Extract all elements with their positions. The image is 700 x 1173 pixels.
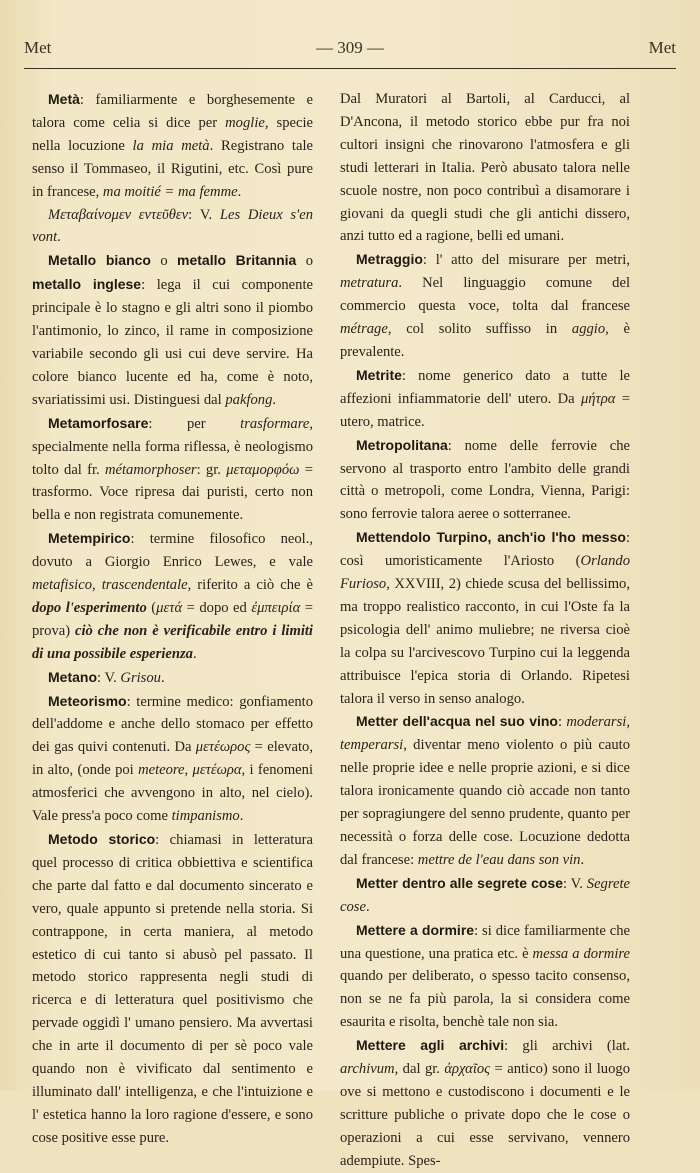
- entry-text: : gr.: [196, 461, 227, 478]
- italic-term: métamorphoser: [104, 461, 197, 478]
- dictionary-entry: [32, 249, 313, 411]
- bold-italic-term: dopo l'esperimento: [32, 599, 147, 616]
- running-header: [24, 38, 676, 62]
- entry-headword: Metter dell'acqua nel suo vino: [356, 713, 558, 730]
- entry-text: : l' atto del misurare per metri,: [422, 252, 630, 269]
- entry-text: (: [146, 599, 157, 616]
- italic-term: pakfong: [225, 391, 273, 408]
- entry-text: , i fenomeni atmosferici che avvengono in alto, nel cielo). Vale press'a poco come: [32, 762, 314, 825]
- italic-term: meteore: [138, 762, 185, 779]
- entry-headword: Metraggio: [356, 251, 423, 268]
- entry-headword: Mettere agli archivi: [356, 1037, 505, 1054]
- entry-text: = elevato, in alto, (onde poi: [32, 739, 314, 779]
- header-right-guideword: Met: [648, 38, 676, 57]
- italic-term: Μεταβαίνομεν εντεῦθεν: [48, 206, 189, 223]
- entry-text: : V.: [188, 206, 220, 223]
- italic-term: aggio: [571, 321, 606, 338]
- entry-text: : si dice familiarmente che una questione, una pratica etc. è: [340, 922, 630, 962]
- entry-text: .: [57, 229, 61, 246]
- entry-text: ,: [184, 762, 193, 779]
- italic-term: moderarsi, temperarsi: [340, 714, 630, 754]
- italic-term: metafisico: [32, 577, 92, 594]
- entry-text: :: [557, 714, 567, 731]
- dictionary-entry: [340, 248, 630, 364]
- entry-text: : termine filosofico neol., dovuto a Giorgio Enrico Lewes, e vale: [32, 531, 313, 571]
- entry-text: quando per deliberato, o spesso tacito consenso, non se ne fa più parola, la si considera come esaurita e risolta, benchè tale non sia.: [340, 968, 630, 1031]
- italic-term: moglie: [225, 114, 265, 131]
- entry-text: .: [237, 183, 242, 200]
- italic-term: μήτρα: [580, 390, 616, 407]
- entry-headword: Metempirico: [48, 530, 131, 547]
- dictionary-entry: [340, 1034, 630, 1172]
- entry-text: = utero, matrice.: [340, 390, 630, 430]
- italic-term: métrage: [340, 321, 388, 338]
- italic-term: archivum: [340, 1061, 395, 1078]
- entry-headword: Metallo bianco: [48, 252, 151, 269]
- entry-text: : nome generico dato a tutte le affezioni infiammatorie dell' utero. Da: [340, 367, 630, 407]
- entry-text: .: [272, 391, 277, 408]
- italic-term: trasformare: [240, 415, 310, 432]
- entry-text: : gli archivi (lat.: [504, 1038, 630, 1055]
- dictionary-entry: [32, 527, 313, 665]
- italic-term: μετά: [156, 599, 183, 616]
- italic-term: ma moitié = ma femme: [102, 183, 238, 200]
- entry-text: = prova): [32, 599, 313, 639]
- entry-text: = trasformo. Voce ripresa dai puristi, certo non bella e non registrata comunemente.: [32, 461, 313, 524]
- entry-text: : familiarmente e borghesemente e talora come celia si dice per: [32, 92, 313, 131]
- entry-headword: Metter dentro alle segrete cose: [356, 874, 563, 891]
- entry-text: : lega il cui componente principale è lo stagno e gli altri sono il piombo l'antimonio, lo zinco, il rame in composizione variabile secondo gli usi cui deve servire. Ha colore bianco lucente ed ha, come è noto, svariatissimi usi. Distinguesi dal: [32, 277, 313, 408]
- entry-headword-variant: metallo Britannia: [177, 252, 297, 269]
- dictionary-entry: [340, 919, 630, 1035]
- dictionary-entry: [340, 88, 630, 248]
- entry-text: , diventar meno violento o più cauto nelle proprie idee e nelle proprie azioni, e si dice talora ironicamente quando ciò accade non tanto per sopragiungere del senno prudente, quanto per necessità o forza delle cose. Locuzione dedotta dal francese:: [340, 737, 630, 868]
- italic-term: timpanismo: [171, 808, 240, 825]
- dictionary-entry: [32, 412, 313, 528]
- entry-text: , dal gr.: [394, 1061, 445, 1078]
- dictionary-entry: [340, 710, 630, 871]
- dictionary-entry: [32, 88, 313, 204]
- header-rule: [24, 68, 676, 69]
- entry-text: . Registrano tale senso il Tommaseo, il Rigutini, etc. Così pure in francese,: [32, 137, 313, 200]
- entry-headword: Metano: [48, 668, 97, 685]
- page-number: — 309 —: [316, 38, 384, 57]
- entry-text: : V.: [562, 875, 587, 892]
- bold-italic-term: ciò che non è verificabile entro i limiti di una possibile esperienza: [32, 622, 313, 662]
- dictionary-entry: [32, 666, 313, 690]
- italic-term: μεταμορφόω: [226, 461, 300, 478]
- entry-headword: Metà: [48, 91, 80, 107]
- entry-text: , specie nella locuzione: [32, 114, 314, 154]
- entry-text: = dopo ed: [182, 599, 252, 616]
- entry-text: , col solito suffisso in: [387, 321, 572, 338]
- entry-text: : così umoristicamente l'Ariosto (: [340, 530, 630, 570]
- entry-text: , XXVIII, 2) chiede scusa del bellissimo, ma troppo realistico racconto, in cui l'Oste fa la psicologia dell' animo muliebre; ne riversa cioè la colpa su l'arcivescovo Turpino cui la leggenda attribuisce l'epica storia di Orlando. Ripetesi talora il verso in senso analogo.: [340, 576, 630, 707]
- italic-term: metratura: [340, 275, 399, 292]
- dictionary-entry: [32, 204, 313, 250]
- entry-text: o: [150, 253, 178, 270]
- dictionary-entry: [32, 690, 313, 828]
- entry-text: .: [365, 898, 370, 915]
- dictionary-entry: [340, 434, 630, 527]
- entry-text: : V.: [97, 669, 121, 686]
- entry-headword: Mettere a dormire: [356, 921, 475, 938]
- entry-headword: Metodo storico: [48, 831, 156, 847]
- italic-term: Orlando Furioso: [340, 553, 630, 593]
- dictionary-entry: [340, 364, 630, 434]
- left-column: [32, 88, 313, 1150]
- dictionary-entry: [32, 828, 313, 1150]
- italic-term: Les Dieux s'en vont: [32, 206, 313, 246]
- italic-term: μετέωρος: [195, 739, 251, 756]
- dictionary-entry: [340, 526, 630, 710]
- right-column: [340, 88, 630, 1173]
- entry-text: : per: [148, 415, 241, 432]
- entry-text: o: [296, 253, 313, 270]
- entry-headword: Metrite: [356, 366, 402, 383]
- entry-text: .: [580, 851, 585, 868]
- entry-text: , specialmente nella forma riflessa, è neologismo tolto dal fr.: [32, 415, 313, 478]
- italic-term: la mia metà: [132, 137, 210, 154]
- entry-text: . Nel linguaggio comune del commercio questa voce, tolta dal francese: [340, 275, 630, 315]
- entry-text: : nome delle ferrovie che servono al trasporto entro l'ambito delle grandi città o metropoli, come Londra, Vienna, Parigi: sono ferrovie talora aeree o sotterranee.: [340, 437, 630, 523]
- entry-text: : chiamasi in letteratura quel processo di critica obbiettiva e scientifica che parte dal fatto e dal documento sincerato e vero, quale appunto si pretende nella storia. Si contrappone, in certa maniera, al metodo estetico di cui tanto si abusò pel passato. Il metodo storico rappresenta negli studi di ricerca e di letteratura quel positivismo che pervade oggidì l' umano pensiero. Ma avvertasi che in arte il documento di per sè poco vale quando non è vivificato dal sentimento e illuminato dall' intelligenza, e che l'intuizione e l' estetica hanno la loro ragione d'essere, e sono cose positive esse pure.: [32, 832, 313, 1146]
- entry-text: .: [160, 669, 165, 686]
- dictionary-entry: [340, 872, 630, 919]
- entry-text: Dal Muratori al Bartoli, al Carducci, al D'Ancona, il metodo storico ebbe pur fra noi cultori insigni che rinovarono l'atmosfera e gli studi letterari in Italia. Però abusato talora nelle scuole nostre, non poco contribuì a disamorare i giovani da quegli studi che gli antichi dissero, anzi tutto ed a ragione, belli ed umani.: [340, 91, 630, 245]
- italic-term: μετέωρα: [192, 762, 242, 779]
- entry-text: : termine medico: gonfiamento dell'addome e anche dello stomaco per effetto dei gas quivi contenuti. Da: [32, 693, 313, 756]
- entry-headword: Metropolitana: [356, 436, 448, 453]
- entry-headword: Metamorfosare: [48, 414, 149, 431]
- italic-term: mettre de l'eau dans son vin: [417, 851, 581, 868]
- entry-text: , è prevalente.: [340, 321, 630, 360]
- entry-text: , riferito a ciò che è: [187, 577, 313, 594]
- italic-term: ἐμπειρία: [251, 599, 301, 616]
- entry-headword-variant: metallo inglese: [32, 276, 142, 293]
- italic-term: Grisou: [120, 669, 161, 686]
- entry-text: .: [239, 808, 244, 825]
- entry-text: = antico) sono il luogo ove si mettono e custodiscono i documenti e le scritture publiche o private dopo che le cose o operazioni a cui esse servivano, vennero adempiute. Spes-: [340, 1061, 630, 1169]
- italic-term: messa a dormire: [532, 945, 630, 962]
- italic-term: Segrete cose: [340, 875, 630, 915]
- entry-text: .: [192, 645, 197, 662]
- entry-text: ,: [92, 577, 102, 594]
- entry-headword: Meteorismo: [48, 692, 127, 709]
- entry-headword: Mettendolo Turpino, anch'io l'ho messo: [356, 529, 626, 546]
- header-left-guideword: Met: [24, 38, 52, 57]
- italic-term: ἀρχαῖος: [444, 1061, 491, 1078]
- italic-term: trascendentale: [101, 577, 188, 594]
